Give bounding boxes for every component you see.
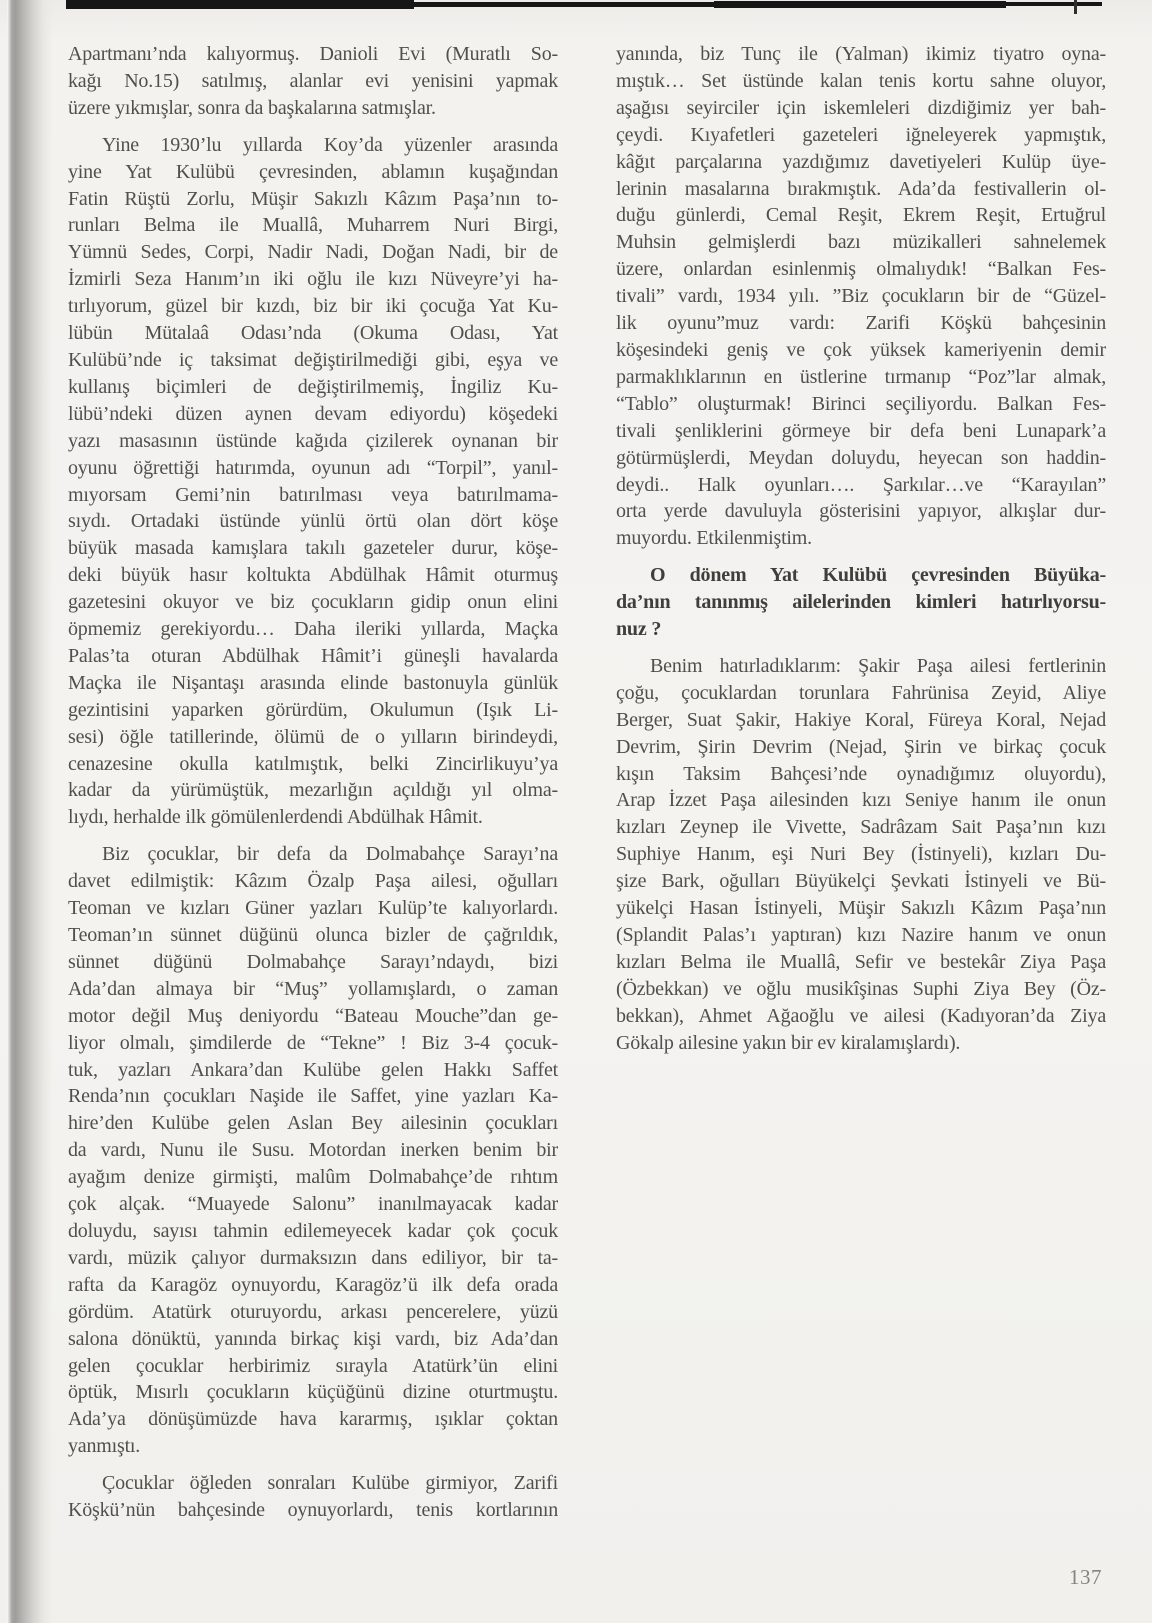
text-line: sesi) öğle tatillerinde, ölümü de o yılların birindeydi, [68, 725, 558, 748]
text-line: üzere, onlardan esinlenmiş olmalıydık! “Balkan Fes- [616, 258, 1106, 281]
text-line: gezintisini yaparken görürdüm, Okulumun (Işık Li- [68, 698, 558, 721]
text-line: duğu günlerdi, Cemal Reşit, Ekrem Reşit, Ertuğrul [616, 204, 1106, 227]
text-line: Ada’dan almaya bir “Muş” yollamışlardı, o zaman [68, 977, 558, 1000]
text-line: kızları Zeynep ile Vivette, Sadrâzam Sait Paşa’nın kızı [616, 816, 1106, 839]
text-line: nuz ? [616, 618, 662, 641]
text-line: lübü’ndeki düzen aynen devam ediyordu) köşedeki [68, 402, 558, 425]
text-line: salona dönüktü, yanında birkaç kişi vardı, biz Ada’dan [68, 1327, 558, 1350]
text-line: İzmirli Seza Hanım’ın iki oğlu ile kızı Nüveyre’yi ha- [68, 268, 558, 291]
text-line: doluydu, sayısı tahmin edilemeyecek kadar çok çocuk [68, 1219, 558, 1242]
text-line: (Özbekkan) ve oğlu musikîşinas Suphi Ziya Bey (Öz- [616, 977, 1106, 1000]
scan-artifact-top-bar [714, 1, 1006, 8]
text-line: lıydı, herhalde ilk gömülenlerdendi Abdülhak Hâmit. [68, 806, 483, 829]
text-line: tırlıyorum, güzel bir kızdı, biz bir iki çocuğa Yat Ku- [68, 295, 558, 318]
text-line: hire’den Kulübe gelen Aslan Bey ailesinin çocukları [68, 1112, 558, 1135]
text-line: lerinin masalarına bırakmıştık. Ada’da festivallerin ol- [616, 177, 1106, 200]
text-line: lik oyunu”muz vardı: Zarifi Köşkü bahçesinin [616, 312, 1106, 335]
left-column [68, 41, 558, 1524]
text-line: Maçka ile Nişantaşı arasında elinde bastonuyla günlük [68, 671, 558, 694]
text-line: oyunu öğrettiği hatırımda, oyunun adı “Torpil”, yanıl- [68, 456, 558, 479]
text-line: köşesindeki geniş ve çok yüksek kameriyenin demir [616, 338, 1106, 361]
text-line: öpmemiz gerekiyordu… Daha ileriki yıllarda, Maçka [68, 618, 558, 641]
scan-artifact-top-bar [66, 0, 414, 9]
text-line: cenazesine okulla katılmıştık, belki Zincirlikuyu’ya [68, 752, 558, 775]
text-line: orta yerde davuluyla gösterisini yapıyor, alkışlar dur- [616, 500, 1106, 523]
text-line: Teoman’ın sünnet düğünü olunca bizler de çağrıldık, [68, 924, 558, 946]
text-line: kağı No.15) satılmış, alanlar evi yenisini yapmak [68, 69, 558, 92]
text-line: Köşkü’nün bahçesinde oynuyorlardı, tenis kortlarının [68, 1499, 558, 1522]
text-line: Benim hatırladıklarım: Şakir Paşa ailesi fertlerinin [650, 654, 1106, 677]
text-line: götürmüşlerdi, Meydan doluydu, heyecan son haddin- [616, 446, 1106, 469]
text-line: çok alçak. “Muayede Salonu” inanılmayacak kadar [68, 1193, 558, 1216]
text-line: Gökalp ailesine yakın bir ev kiralamışlardı). [616, 1031, 961, 1054]
binding-shadow [7, 0, 53, 1623]
text-line: Teoman ve kızları Güner yazları Kulüp’te kalıyorlardı. [68, 897, 558, 920]
text-line: çoğu, çocuklardan torunlara Fahrünisa Zeyid, Aliye [616, 681, 1106, 704]
text-line: Apartmanı’nda kalıyormuş. Danioli Evi (Muratlı So- [68, 43, 558, 65]
text-line: Suphiye Hanım, eşi Nuri Bey (İstinyeli), kızları Du- [616, 843, 1106, 866]
text-line: yine Yat Kulübü çevresinden, ablamın kuşağından [68, 160, 558, 183]
text-line: Muhsin gelmişlerdi bazı müzikalleri sahnelemek [616, 231, 1106, 254]
body-paragraph [68, 132, 558, 832]
page-number: 137 [1069, 1565, 1102, 1589]
text-line: yanmıştı. [68, 1435, 141, 1458]
text-line: “Tablo” oluşturmak! Birinci seçiliyordu. Balkan Fes- [616, 392, 1106, 415]
text-line: Devrim, Şirin Devrim (Nejad, Şirin ve birkaç çocuk [616, 735, 1106, 758]
text-line: mıyorsam Gemi’nin batırılması veya batırılmama- [68, 483, 558, 506]
text-line: Çocuklar öğleden sonraları Kulübe girmiyor, Zarifi [102, 1472, 558, 1495]
scan-artifact-top-bar [400, 2, 730, 7]
text-line: yazı masasının üstünde kağıda çizilerek oynanan bir [68, 429, 558, 452]
text-line: bekkan), Ahmet Ağaoğlu ve ailesi (Kadıyoran’da Ziya [616, 1004, 1106, 1027]
text-line: şize Bark, oğulları Büyükelçi Şevkati İstinyeli ve Bü- [616, 870, 1106, 893]
interview-question-paragraph [616, 562, 1106, 643]
text-line: kullanış biçimleri de değiştirilmemiş, İngiliz Ku- [68, 375, 558, 398]
text-line: Fatin Rüştü Zorlu, Müşir Sakızlı Kâzım Paşa’nın to- [68, 187, 558, 210]
text-line: liyor olmalı, şimdilerde de “Tekne” ! Biz 3-4 çocuk- [68, 1031, 558, 1054]
text-line: büyük masada kamışlara takılı gazeteler durur, köşe- [68, 537, 558, 560]
text-line: Renda’nın çocukları Naşide ile Saffet, yine yazları Ka- [68, 1085, 558, 1108]
text-line: gördüm. Atatürk oturuyordu, arkası pencerelere, yüzü [68, 1300, 558, 1323]
text-line: tivali şenliklerini görmeye bir defa beni Lunapark’a [616, 419, 1106, 442]
text-line: yanında, biz Tunç ile (Yalman) ikimiz tiyatro oyna- [616, 43, 1106, 65]
text-line: O dönem Yat Kulübü çevresinden Büyüka- [650, 564, 1106, 587]
body-paragraph [68, 1470, 558, 1524]
text-columns [68, 41, 1106, 1524]
text-line: çeydi. Kıyafetleri gazeteleri iğneleyerek yapmıştık, [616, 123, 1106, 146]
scan-artifact-tick [1074, 0, 1077, 14]
text-line: vardı, müzik çalıyor durmaksızın dans ediliyor, bir ta- [68, 1246, 558, 1269]
text-line: motor değil Muş deniyordu “Bateau Mouche”dan ge- [68, 1004, 558, 1027]
text-line: mıştık… Set üstünde kalan tenis kortu sahne oluyor, [616, 69, 1106, 92]
text-line: kadar da yürümüştük, mezarlığın açıldığı yıl olma- [68, 779, 558, 802]
text-line: kâğıt parçalarına yazdığımız davetiyeleri Kulüp üye- [616, 150, 1106, 173]
text-line: sıydı. Ortadaki üstünde yünlü örtü olan dört köşe [68, 510, 558, 533]
text-line: kızları Belma ile Muallâ, Sefir ve bestekâr Ziya Paşa [616, 950, 1106, 973]
text-line: Yümnü Sedes, Corpi, Nadir Nadi, Doğan Nadi, bir de [68, 241, 558, 264]
text-line: muyordu. Etkilenmiştim. [616, 527, 812, 550]
text-line: Palas’ta oturan Abdülhak Hâmit’i güneşli havalarda [68, 644, 558, 667]
text-line: Biz çocuklar, bir defa da Dolmabahçe Sarayı’na [102, 843, 558, 866]
body-paragraph [616, 41, 1106, 552]
right-column [616, 41, 1106, 1524]
text-line: (Splandit Palas’ı yaptıran) kızı Nazire hanım ve onun [616, 924, 1106, 946]
text-line: parmaklıklarının en üstlerine tırmanıp “Poz”lar almak, [616, 365, 1106, 388]
body-paragraph [68, 841, 558, 1460]
text-line: rafta da Karagöz oynuyordu, Karagöz’ü ilk defa orada [68, 1273, 558, 1296]
text-line: yükelçi Hasan İstinyeli, Müşir Sakızlı Kâzım Paşa’nın [616, 897, 1106, 920]
text-line: runları Belma ile Muallâ, Muharrem Nuri Birgi, [68, 214, 558, 237]
text-line: deydi.. Halk oyunları…. Şarkılar…ve “Karayılan” [616, 473, 1106, 496]
text-line: gazetesini okuyor ve biz çocukların gidip onun elini [68, 591, 558, 614]
text-line: Arap İzzet Paşa ailesinden kızı Seniye hanım ile onun [616, 789, 1106, 812]
text-line: tuk, yazları Ankara’dan Kulübe gelen Hakkı Saffet [68, 1058, 558, 1081]
text-line: lübün Mütalaâ Odası’nda (Okuma Odası, Yat [68, 322, 558, 345]
body-paragraph [616, 653, 1106, 1057]
text-line: deki büyük hasır koltukta Abdülhak Hâmit oturmuş [68, 564, 558, 587]
text-line: Kulübü’nde iç taksimat değiştirilmediği gibi, eşya ve [68, 348, 558, 371]
text-line: da vardı, Nunu ile Susu. Motordan inerken benim bir [68, 1139, 558, 1162]
text-line: tivali” vardı, 1934 yılı. ”Biz çocukların bir de “Güzel- [616, 285, 1106, 308]
text-line: gelen çocuklar herbirimiz sırayla Atatürk’ün elini [68, 1354, 558, 1377]
text-line: Ada’ya dönüşümüzde hava kararmış, ışıklar çoktan [68, 1408, 558, 1431]
text-line: da’nın tanınmış ailelerinden kimleri hatırlıyorsu- [616, 591, 1106, 614]
text-line: Yine 1930’lu yıllarda Koy’da yüzenler arasında [102, 133, 558, 156]
text-line: ayağım denize girmişti, malûm Dolmabahçe’de rıhtım [68, 1166, 558, 1189]
text-line: sünnet düğünü Dolmabahçe Sarayı’ndaydı, bizi [68, 950, 558, 973]
text-line: Berger, Suat Şakir, Hakiye Koral, Füreya Koral, Nejad [616, 708, 1106, 731]
text-line: kışın Taksim Bahçesi’nde oynadığımız oluyordu), [616, 762, 1106, 785]
text-line: öptük, Mısırlı çocukların küçüğünü dizine oturtmuştu. [68, 1381, 558, 1404]
body-paragraph [68, 41, 558, 122]
scan-artifact-top-bar [992, 2, 1102, 6]
text-line: aşağısı seyirciler için iskemleleri dizdiğimiz yer bah- [616, 96, 1106, 119]
text-line: davet edilmiştik: Kâzım Özalp Paşa ailesi, oğulları [68, 870, 558, 893]
text-line: üzere yıkmışlar, sonra da başkalarına satmışlar. [68, 96, 436, 119]
